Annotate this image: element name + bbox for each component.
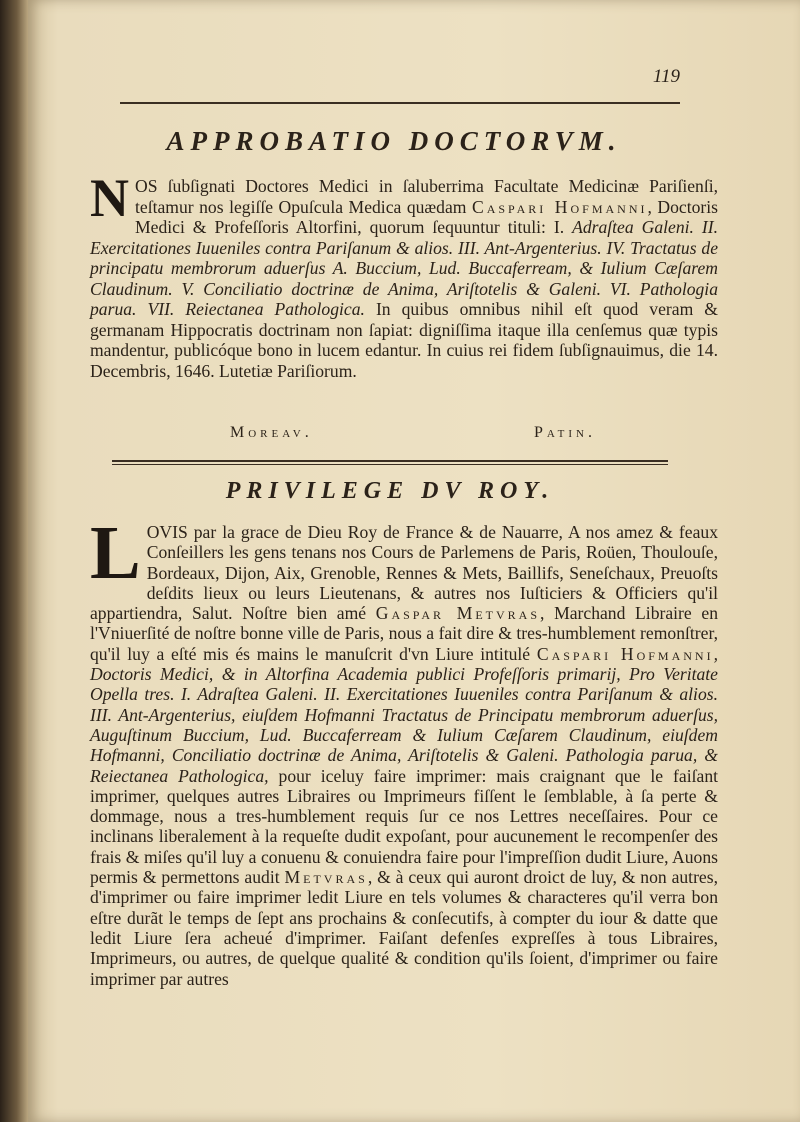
bookseller-name-2: Metvras [284,867,368,888]
approbatio-dropcap: N [90,168,129,228]
signature-moreau: Moreav. [230,424,313,441]
privilege-text-b: , Marchand Libraire en l'Vniuerſité de noſtre bonne ville de Paris, nous a fait dire & tres-humblement remonſtrer, qu'il luy a eſté mis és mains le manuſcrit d'vn Liure intitulé [90,603,718,664]
approbatio-title: APPROBATIO DOCTORVM. [166,126,622,156]
approbatio-body [90,168,719,381]
author-name: Caspari Hofmanni [471,196,648,217]
top-rule [120,102,680,104]
privilege-titles: , Doctoris Medici, & in Altorfina Academia publici Profeſſoris primarij, Pro Veritate Opella tres. I. Adraſtea Galeni. II. Exercitationes Iuueniles contra Pariſanum & alios. III. Ant-Argenterius, eiuſdem Hofmanni Tractatus de Principatu membrorum aduerſus, Auguſtinum Buccium, Lud. Buccaferream & Iulium Cæſarem Claudinum, eiuſdem Hofmanni, Conciliatio doctrinæ de Anima, Ariſtotelis & Galeni. Pathologia parua, & Reiectanea Pathologica, [90,643,718,786]
middle-rule [112,460,668,462]
approbatio-titles: Adraſtea Galeni. II. Exercitationes Iuueniles contra Pariſanum & alios. III. Ant-Argenterius. IV. Tractatus de principatu membrorum aduerſus A. Buccium, Lud. Buccaferream, & Iulium Cæſarem Claudinum. V. Conciliatio doctrinæ de Anima, Ariſtotelis & Galeni. VI. Pathologia parua. VII. Reiectanea Pathologica. [90,217,718,319]
approbatio-text-c: In quibus omnibus nihil eſt quod veram & germanam Hippocratis doctrinam non ſapiat: digniſſima itaque illa cenſemus quæ typis mandentur, publicóque bono in lucem edantur. In cuius rei fidem ſubſignauimus, die 14. Decembris, 1646. Lutetiæ Pariſiorum. [90,299,718,381]
privilege-title: PRIVILEGE DV ROY. [225,478,555,504]
privilege-text-a: OVIS par la grace de Dieu Roy de France & de Nauarre, A nos amez & feaux Conſeillers les gens tenans nos Cours de Parlemens de Paris, Roüen, Thoulouſe, Bordeaux, Dijon, Aix, Grenoble, Rennes & Mets, Baillifs, Seneſchaux, Preuoſts deſdits lieux ou leurs Lieutenans, & autres nos Iuſticiers & Officiers qu'il appartiendra, Salut. Noſtre bien amé [90,522,718,624]
approbatio-text-a: OS ſubſignati Doctores Medici in ſaluberrima Facultate Medicinæ Pariſienſi, teſtamur nos legiſſe Opuſcula Medica quædam [135,176,718,217]
privilege-body [90,511,719,989]
signature-patin: Patin. [534,424,596,441]
privilege-dropcap: L [90,511,141,595]
book-gutter [0,0,28,1122]
privilege-text-d: , & à ceux qui auront droict de luy, & non autres, d'imprimer ou faire imprimer ledit Liure en tels volumes & characteres qu'il verra bon eſtre durãt le temps de ſept ans prochains & conſecutifs, à compter du iour & datte que ledit Liure ſera acheué d'imprimer. Faiſant defenſes expreſſes à tous Libraires, Imprimeurs, ou autres, de quelque qualité & condition qu'ils ſoient, d'imprimer ou faire imprimer par autres [90,867,718,989]
approbatio-text-b: , Doctoris Medici & Profeſſoris Altorfini, quorum ſequuntur tituli: I. [135,196,719,237]
page-number: 119 [652,66,680,87]
privilege-author-name: Caspari Hofmanni [536,643,714,664]
middle-rule-thin [112,464,668,465]
privilege-text-c: pour iceluy faire imprimer: mais craignant que le faiſant imprimer, quelques autres Libraires ou Imprimeurs fiſſent le ſemblable, à ſa perte & dommage, nous a tres-humblement requis ſur ce nos Lettres neceſſaires. Pour ce inclinans liberalement à la requeſte dudit expoſant, pour aucunement le recompenſer des frais & miſes qu'il luy a conuenu & conuiendra faire pour l'impreſſion dudit Liure, Auons permis & permettons audit [90,765,719,888]
bookseller-name: Gaspar Metvras [375,603,541,624]
book-page [28,0,800,1122]
